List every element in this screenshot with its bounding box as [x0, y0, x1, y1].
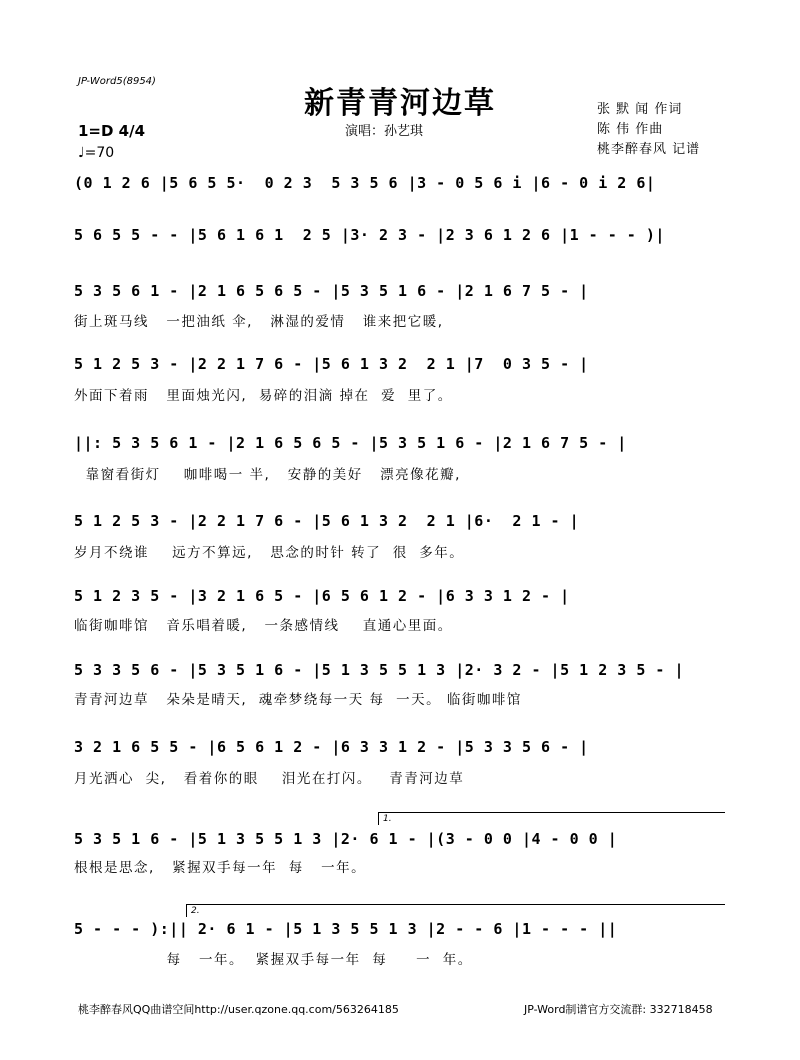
lyrics-line-6: 岁月不绕谁 远方不算远, 思念的时针 转了 很 多年。: [74, 545, 465, 561]
volta-bracket-1: [378, 812, 725, 825]
volta-bracket-2: [186, 904, 725, 917]
lyrics-line-8: 青青河边草 朵朵是晴天, 魂牵梦绕每一天 每 一天。 临街咖啡馆: [74, 692, 522, 708]
notes-line-3: 5 3 5 6 1 - |2 1 6 5 6 5 - |5 3 5 1 6 - |2 1 6 7 5 - |: [74, 282, 589, 300]
notes-line-4: 5 1 2 5 3 - |2 2 1 7 6 - |5 6 1 3 2 2 1 |7 0 3 5 - |: [74, 355, 589, 373]
credits-block: [597, 100, 700, 160]
lyrics-line-4: 外面下着雨 里面烛光闪, 易碎的泪滴 掉在 爱 里了。: [74, 388, 453, 404]
lyrics-line-5: 靠窗看街灯 咖啡喝一 半, 安静的美好 漂亮像花瓣,: [74, 467, 461, 483]
song-title: 新青青河边草: [304, 86, 496, 121]
notes-line-2: 5 6 5 5 - - |5 6 1 6 1 2 5 |3· 2 3 - |2 3 6 1 2 6 |1 - - - )|: [74, 226, 665, 244]
lyricist-credit: 张 默 闻 作词: [597, 102, 683, 117]
lyrics-line-11: 每 一年。 紧握双手每一年 每 一 年。: [74, 952, 473, 968]
notes-line-6: 5 1 2 5 3 - |2 2 1 7 6 - |5 6 1 3 2 2 1 |6· 2 1 - |: [74, 512, 580, 530]
singer-credit: 演唱：孙艺琪: [345, 124, 424, 139]
software-id: JP-Word5(8954): [78, 76, 156, 87]
tempo-marking: ♩=70: [78, 145, 115, 161]
footer-group-info: JP-Word制谱官方交流群: 332718458: [524, 1003, 713, 1016]
lyrics-line-9: 月光洒心 尖, 看着你的眼 泪光在打闪。 青青河边草: [74, 771, 465, 787]
notes-line-10: 5 3 5 1 6 - |5 1 3 5 5 1 3 |2· 6 1 - |(3 - 0 0 |4 - 0 0 |: [74, 830, 618, 848]
notes-line-1: (0 1 2 6 |5 6 5 5· 0 2 3 5 3 5 6 |3 - 0 5 6 i |6 - 0 i 2 6|: [74, 174, 656, 192]
key-signature: 1=D 4/4: [78, 122, 146, 140]
notes-line-8: 5 3 3 5 6 - |5 3 5 1 6 - |5 1 3 5 5 1 3 |2· 3 2 - |5 1 2 3 5 - |: [74, 661, 684, 679]
footer-qzone-link[interactable]: 桃李醉春风QQ曲谱空间http://user.qzone.qq.com/563264185: [78, 1003, 399, 1016]
transcriber-credit: 桃李醉春风 记谱: [597, 142, 701, 157]
notes-line-5: ||: 5 3 5 6 1 - |2 1 6 5 6 5 - |5 3 5 1 6 - |2 1 6 7 5 - |: [74, 434, 627, 452]
notes-line-7: 5 1 2 3 5 - |3 2 1 6 5 - |6 5 6 1 2 - |6 3 3 1 2 - |: [74, 587, 570, 605]
lyrics-line-3: 街上斑马线 一把油纸 伞, 淋湿的爱情 谁来把它暖,: [74, 314, 444, 330]
lyrics-line-7: 临街咖啡馆 音乐唱着暖, 一条感情线 直通心里面。: [74, 618, 453, 634]
composer-credit: 陈 伟 作曲: [597, 122, 664, 137]
notes-line-9: 3 2 1 6 5 5 - |6 5 6 1 2 - |6 3 3 1 2 - |5 3 3 5 6 - |: [74, 738, 589, 756]
notes-line-11: 5 - - - ):|| 2· 6 1 - |5 1 3 5 5 1 3 |2 - - 6 |1 - - - ||: [74, 920, 618, 938]
volta-label-2: 2.: [191, 906, 200, 916]
lyrics-line-10: 根根是思念, 紧握双手每一年 每 一年。: [74, 860, 367, 876]
volta-label-1: 1.: [383, 814, 392, 824]
